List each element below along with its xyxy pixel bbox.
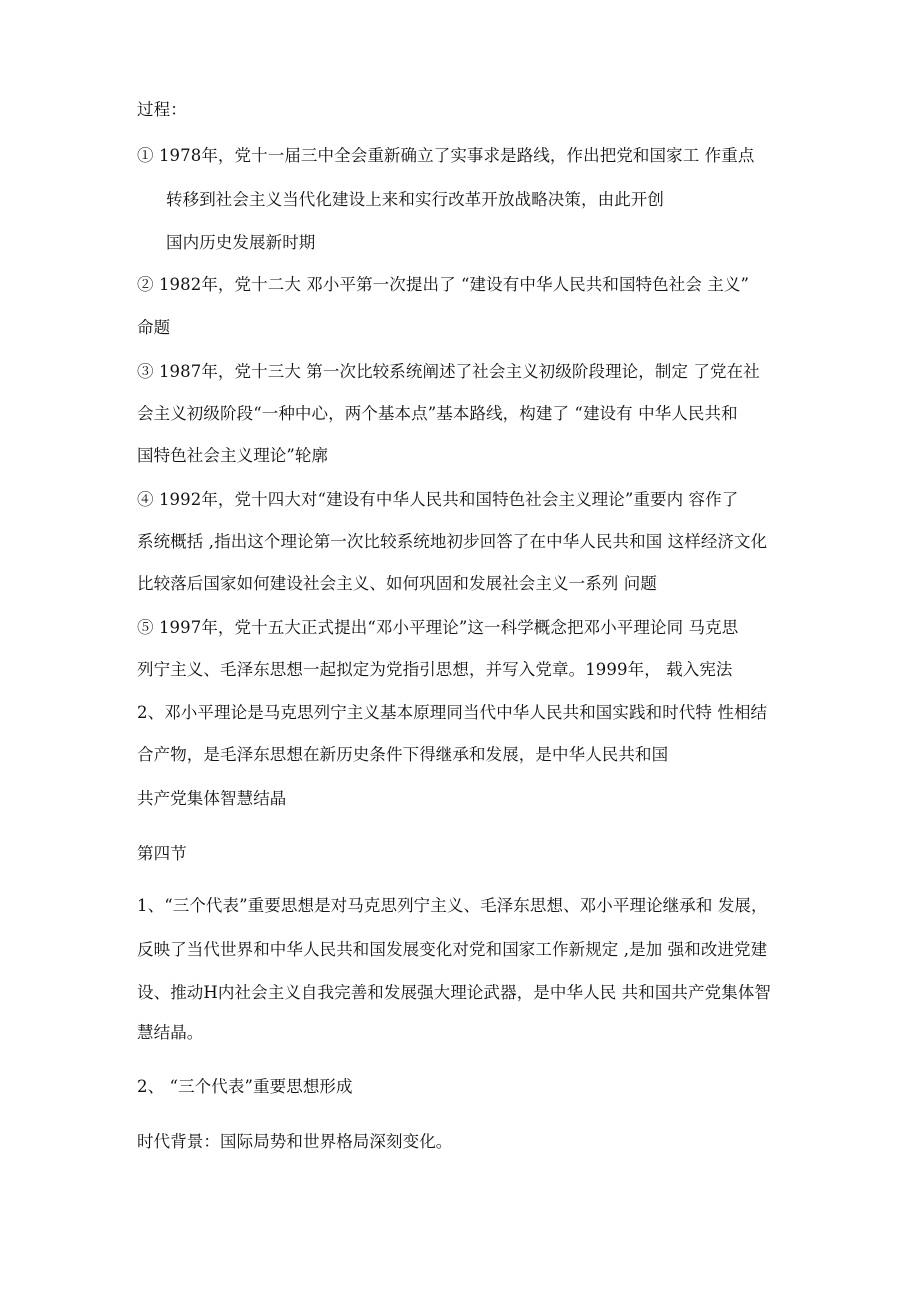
- text-line-background: 时代背景：国际局势和世界格局深刻变化。: [137, 1132, 453, 1151]
- text-line-item-5-cont: 列宁主义、毛泽东思想一起拟定为党指引思想，并写入党章。1999年， 载入宪法: [137, 660, 733, 679]
- text-line-item-1-cont: 转移到社会主义当代化建设上来和实行改革开放战略决策，由此开创: [166, 190, 664, 209]
- text-line-point-2-cont: 共产党集体智慧结晶: [137, 789, 287, 808]
- text-line-item-1: ① 1978年，党十一届三中全会重新确立了实事求是路线，作出把党和国家工 作重点: [137, 146, 755, 165]
- text-line-point-1-cont: 设、推动H内社会主义自我完善和发展强大理论武器，是中华人民 共和国共产党集体智: [137, 983, 772, 1002]
- text-line-point-1-cont: 慧结晶。: [137, 1023, 204, 1042]
- text-line-item-5: ⑤ 1997年，党十五大正式提出“邓小平理论”这一科学概念把邓小平理论同 马克思: [137, 618, 739, 637]
- text-line-item-4-cont: 比较落后国家如何建设社会主义、如何巩固和发展社会主义一系列 问题: [137, 574, 657, 593]
- text-line-item-4: ④ 1992年，党十四大对“建设有中华人民共和国特色社会主义理论”重要内 容作了: [137, 490, 739, 509]
- text-line-item-1-cont: 国内历史发展新时期: [166, 233, 316, 252]
- text-line-item-4-cont: 系统概括 ,指出这个理论第一次比较系统地初步回答了在中华人民共和国 这样经济文化: [137, 532, 768, 551]
- text-line-point-2: 2、邓小平理论是马克思列宁主义基本原理同当代中华人民共和国实践和时代特 性相结: [137, 703, 768, 722]
- text-line-point-1: 1、“三个代表”重要思想是对马克思列宁主义、毛泽东思想、邓小平理论继承和 发展，: [137, 896, 768, 915]
- text-line-item-3-cont: 会主义初级阶段“一种中心，两个基本点”基本路线，构建了 “建设有 中华人民共和: [137, 404, 738, 423]
- section-heading: 第四节: [137, 844, 187, 863]
- text-line-item-3: ③ 1987年，党十三大 第一次比较系统阐述了社会主义初级阶段理论，制定 了党在社: [137, 362, 760, 381]
- text-line-item-2-cont: 命题: [137, 318, 171, 337]
- text-line-point-2b: 2、 “三个代表”重要思想形成: [137, 1077, 353, 1096]
- text-line-item-3-cont: 国特色社会主义理论”轮廓: [137, 446, 329, 465]
- text-line-point-2-cont: 合产物，是毛泽东思想在新历史条件下得继承和发展，是中华人民共和国: [137, 745, 669, 764]
- text-line-process-heading: 过程：: [137, 100, 187, 119]
- text-line-point-1-cont: 反映了当代世界和中华人民共和国发展变化对党和国家工作新规定 ,是加 强和改进党建: [137, 940, 768, 959]
- text-line-item-2: ② 1982年，党十二大 邓小平第一次提出了 “建设有中华人民共和国特色社会 主义”: [137, 275, 750, 294]
